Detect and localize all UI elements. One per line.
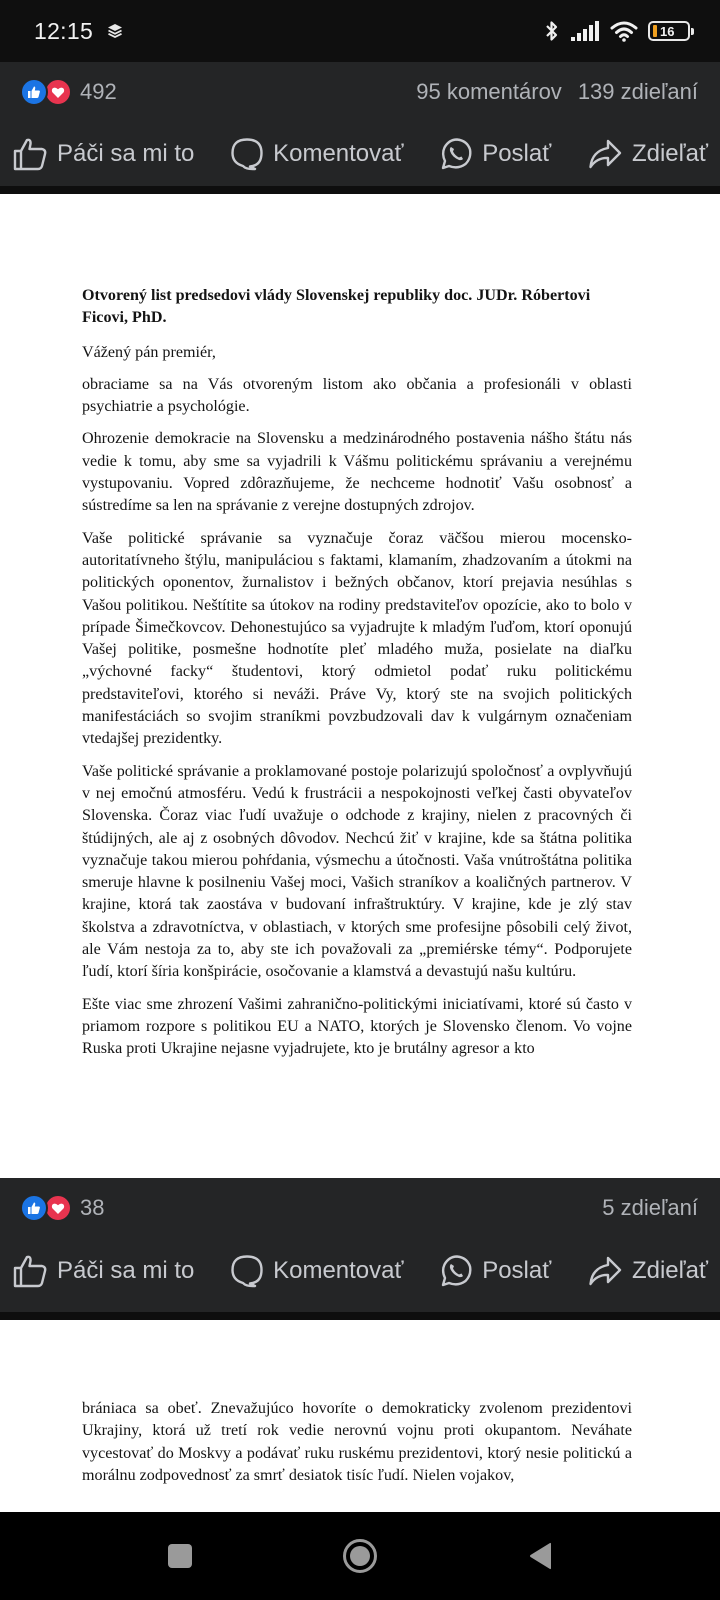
status-time: 12:15	[34, 17, 94, 44]
back-button[interactable]	[510, 1526, 570, 1586]
share-count[interactable]: 139 zdieľaní	[577, 79, 698, 104]
bluetooth-icon	[544, 19, 560, 43]
layers-icon	[107, 23, 123, 39]
post-separator	[0, 186, 720, 194]
like-reaction-icon	[20, 78, 48, 106]
signal-icon	[570, 20, 600, 42]
share-arrow-icon	[587, 1254, 623, 1288]
comment-bubble-icon	[230, 137, 264, 171]
letter-paragraph: Vaše politické správanie sa vyznačuje čoraz väčšou mierou mocensko-autoritatívneho štýlu, manipuláciou s faktami, klamaním, zhadzovaním a útokmi na politických oponentov, žurnalistov i bežných občanov, ktorí prejavia nesúhlas s Vašou politikou. Neštítite sa útokov na rodiny predstaviteľov opozície, ako to bolo v prípade Šimečkovcov. Dehonestujúco sa vyjadrujte k mladým ľuďom, ktorí oponujú Vašej politike, posmešne hodnotíte pleť mladého muža, posielate na diaľku „výchovné facky“ študentovi, ktorý odmietol podať ruku politickému predstaviteľovi, ktorého si neváži. Práve Vy, ktorý ste na svojich politických manifestáciách so svojim straníkmi povzbudzovali dav k vulgárnym označeniam vtedajšej prezidentky.	[82, 529, 632, 748]
post2-reactions-row	[0, 1178, 720, 1238]
like-reaction-icon	[20, 1194, 48, 1222]
send-button[interactable]	[439, 1254, 551, 1288]
recents-button[interactable]	[150, 1526, 210, 1586]
share-label: Zdieľať	[631, 140, 708, 167]
post1-actions	[0, 122, 720, 186]
comment-button[interactable]	[230, 137, 403, 171]
letter-paragraph: Vážený pán premiér,	[82, 343, 216, 361]
share-count[interactable]: 5 zdieľaní	[602, 1195, 698, 1220]
like-label: Páči sa mi to	[57, 1257, 195, 1284]
like-label: Páči sa mi to	[57, 140, 195, 167]
post1-document-image[interactable]	[0, 194, 720, 1178]
reaction-summary[interactable]	[20, 78, 72, 106]
post2-footer	[0, 1178, 720, 1312]
whatsapp-icon	[439, 137, 473, 171]
letter-paragraph: Vaše politické správanie a proklamované postoje polarizujú spoločnosť a ovplyvňujú v nej emočnú atmosféru. Vedú k frustrácii a nespokojnosti veľkej časti obyvateľov Slovenska. Čoraz viac ľudí uvažuje o odchode z krajiny, nielen z pracovných či štúdijných, ale aj z osobných dôvodov. Nechcú žiť v krajine, kde sa štátna politika vyznačuje takou mierou pohŕdania, výsmechu a útočnosti. Vaša vnútroštátna politika smeruje hlavne k posilneniu Vašej moci, Vašich straníkov a koaličných partnerov. V krajine, ktorá tak zaostáva v budovaní infraštruktúry. V krajine, kde je zlý stav školstva a zdravotníctva, v oblastiach, v ktorých sme profesijne pôsobili celý život, ale Vám nestoja za to, aby ste ich považovali za „premiérske témy“. Podporujete ľudí, ktorí šíria konšpirácie, osočovanie a klamstvá a devastujú našu kultúru.	[82, 762, 632, 981]
navigation-bar	[0, 1512, 720, 1600]
thumbs-up-icon	[12, 137, 48, 171]
comment-bubble-icon	[230, 1254, 264, 1288]
love-reaction-icon	[44, 1194, 72, 1222]
comment-button[interactable]	[230, 1254, 403, 1288]
send-button[interactable]	[439, 137, 551, 171]
whatsapp-icon	[439, 1254, 473, 1288]
share-button[interactable]	[587, 137, 708, 171]
wifi-icon	[610, 20, 638, 42]
status-icons	[544, 19, 690, 43]
thumbs-up-icon	[12, 1254, 48, 1288]
comment-label: Komentovať	[273, 140, 404, 167]
like-button[interactable]	[12, 1254, 194, 1288]
share-label: Zdieľať	[631, 1257, 708, 1284]
letter-paragraph: Ohrozenie demokracie na Slovensku a medzinárodného postavenia nášho štátu nás vedie k tomu, aby sme sa vyjadrili k Vášmu politickému správaniu a verejnému vystupovaniu. Vopred zdôrazňujeme, že nechceme hodnotiť Vašu osobnosť a sústredíme sa len na správanie z verejne dostupných zdrojov.	[82, 430, 632, 515]
reaction-summary[interactable]	[20, 1194, 72, 1222]
share-arrow-icon	[587, 137, 623, 171]
letter-paragraph: brániaca sa obeť. Znevažujúco hovoríte o demokraticky zvolenom prezidentovi Ukrajiny, ktorá už tretí rok vedie nerovnú vojnu proti okupantom. Neváhate vycestovať do Moskvy a podávať ruku ruskému prezidentovi, ktorý nesie politickú a morálnu zodpovednosť za smrť desiatok tisíc ľudí. Nielen vojakov,	[82, 1400, 632, 1484]
post1-footer	[0, 62, 720, 186]
recents-square-icon	[167, 1543, 193, 1569]
post-separator	[0, 1312, 720, 1320]
like-button[interactable]	[12, 137, 194, 171]
send-label: Poslať	[482, 140, 552, 167]
post1-reactions-row	[0, 62, 720, 122]
send-label: Poslať	[482, 1257, 552, 1284]
battery-level: 16	[660, 23, 675, 39]
share-button[interactable]	[587, 1254, 708, 1288]
home-button[interactable]	[330, 1526, 390, 1586]
reaction-count[interactable]: 492	[80, 79, 117, 104]
back-triangle-icon	[528, 1541, 552, 1571]
comment-label: Komentovať	[273, 1257, 404, 1284]
battery-icon	[648, 21, 690, 41]
love-reaction-icon	[44, 78, 72, 106]
comment-count[interactable]: 95 komentárov	[416, 79, 562, 104]
reaction-count[interactable]: 38	[80, 1195, 105, 1220]
home-circle-icon	[342, 1538, 378, 1574]
letter-title: Otvorený list predsedovi vlády Slovenskej republiky doc. JUDr. Róbertovi Ficovi, PhD.	[82, 287, 591, 327]
post2-actions	[0, 1238, 720, 1304]
letter-paragraph: Ešte viac sme zhrození Vašimi zahranično-politickými iniciatívami, ktoré sú často v priamom rozpore s politikou EU a NATO, ktorých je Slovensko členom. Vo vojne Ruska proti Ukrajine nejasne vyjadrujete, kto je brutálny agresor a kto	[82, 995, 632, 1058]
battery-fill	[653, 25, 657, 37]
post2-document-image[interactable]	[0, 1320, 720, 1512]
status-bar	[0, 0, 720, 62]
letter-paragraph: obraciame sa na Vás otvoreným listom ako občania a profesionáli v oblasti psychiatrie a psychológie.	[82, 375, 632, 416]
